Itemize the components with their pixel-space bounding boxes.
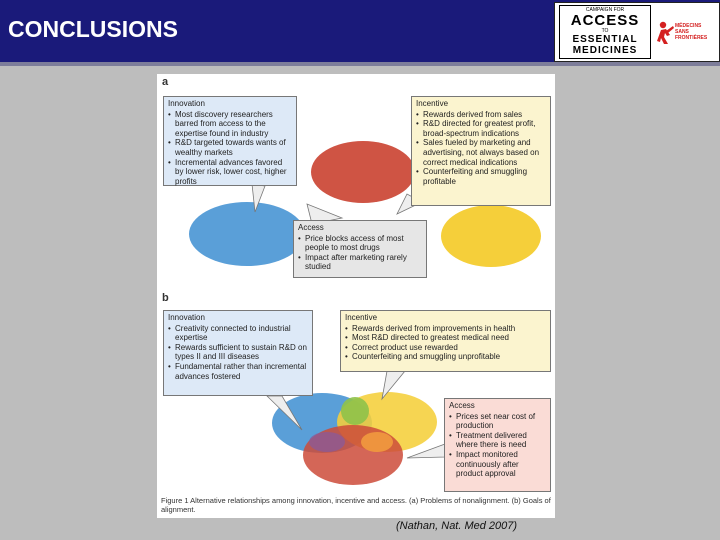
panel-b-incentive-item: • Most R&D directed to greatest medical need	[352, 333, 546, 343]
panel-b-incentive-item: • Correct product use rewarded	[352, 343, 546, 353]
panel-b-access-head: Access	[449, 401, 475, 410]
ellipse-a-innovation	[189, 202, 305, 266]
panel-a-innovation-item: • Incremental advances favored by lower risk, lower cost, higher profits	[175, 158, 292, 187]
panel-b-innovation-head: Innovation	[168, 313, 205, 322]
panel-b-incentive-item: • Counterfeiting and smuggling unprofitable	[352, 352, 546, 362]
panel-a-innovation-item: • Most discovery researchers barred from access to the expertise found in industry	[175, 110, 292, 139]
panel-b-access-box	[444, 398, 551, 492]
msf-logo-text: MÉDECINS SANS FRONTIÈRES	[675, 23, 708, 41]
panel-a-access-head: Access	[298, 223, 324, 232]
panel-b-incentive-box	[340, 310, 551, 372]
logo-line-campaign: CAMPAIGN FOR	[585, 7, 625, 13]
overlap-b-orange	[361, 432, 393, 452]
panel-a-access-item: • Impact after marketing rarely studied	[305, 253, 422, 272]
logo-line-access: ACCESS	[570, 12, 640, 29]
panel-a-incentive-head: Incentive	[416, 99, 449, 108]
panel-b-label: b	[162, 292, 169, 304]
panel-a-incentive-item: • Counterfeiting and smuggling profitable	[423, 167, 546, 186]
logo-line-medicines: MEDICINES	[572, 45, 638, 56]
panel-b-innovation-item: • Fundamental rather than incremental advances fostered	[175, 362, 308, 381]
panel-a-innovation-box	[163, 96, 297, 186]
panel-a-innovation-head: Innovation	[168, 99, 205, 108]
logo-line-essential: ESSENTIAL	[572, 34, 638, 45]
panel-b-innovation-item: • Creativity connected to industrial expertise	[175, 324, 308, 343]
ellipse-a-incentive-access	[311, 141, 415, 203]
panel-b-access-item: • Impact monitored continuously after product approval	[456, 450, 546, 479]
panel-b-incentive-head: Incentive	[345, 313, 378, 322]
figure-panel	[157, 74, 555, 518]
overlap-b-green	[341, 397, 369, 425]
overlap-b-purple	[309, 432, 345, 452]
panel-a-incentive-item: • Sales fueled by marketing and advertising, not always based on correct medical indications	[423, 138, 546, 167]
panel-a-incentive-item: • Rewards derived from sales	[423, 110, 546, 120]
panel-a-access-item: • Price blocks access of most people to most drugs	[305, 234, 422, 253]
panel-a-innovation-item: • R&D targeted towards wants of wealthy markets	[175, 138, 292, 157]
panel-a-incentive-item: • R&D directed for greatest profit, broad-spectrum indications	[423, 119, 546, 138]
access-campaign-logo	[559, 5, 651, 59]
panel-b-access-item: • Treatment delivered where there is need	[456, 431, 546, 450]
title-bar	[0, 0, 720, 66]
panel-b-incentive-item: • Rewards derived from improvements in health	[352, 324, 546, 334]
figure-caption: Figure 1 Alternative relationships among innovation, incentive and access. (a) Problems of nonalignment. (b) Goals of alignment.	[161, 496, 551, 514]
panel-a-access-box	[293, 220, 427, 278]
panel-a-incentive-box	[411, 96, 551, 206]
panel-b-innovation-box	[163, 310, 313, 396]
logo-line-to: TO	[601, 28, 609, 34]
panel-b-access-item: • Prices set near cost of production	[456, 412, 546, 431]
citation: (Nathan, Nat. Med 2007)	[396, 520, 518, 532]
ellipse-a-incentive	[441, 205, 541, 267]
slide-title: CONCLUSIONS	[8, 16, 178, 42]
panel-a-label: a	[162, 76, 169, 88]
panel-b-innovation-item: • Rewards sufficient to sustain R&D on types II and III diseases	[175, 343, 308, 362]
logo-area	[554, 2, 720, 62]
